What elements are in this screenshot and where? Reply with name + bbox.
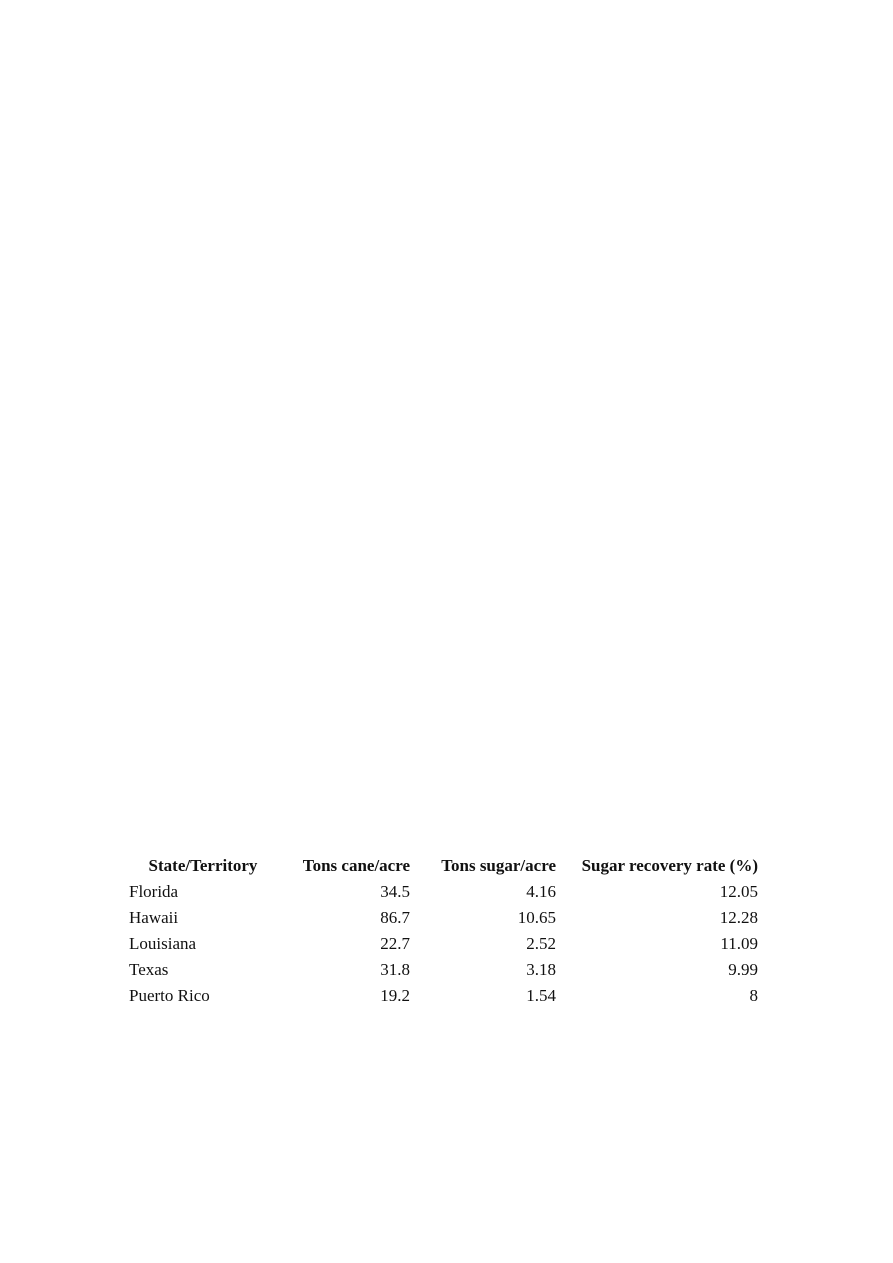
cell-state: Louisiana <box>129 934 197 953</box>
cell-tons-sugar: 3.18 <box>526 960 556 979</box>
cell-tons-sugar: 1.54 <box>526 986 556 1005</box>
header-tons-cane-per-acre: Tons cane/acre <box>302 856 410 875</box>
header-sugar-recovery-rate: Sugar recovery rate (%) <box>581 856 758 875</box>
header-row <box>126 853 758 879</box>
table-body <box>126 879 758 1009</box>
cell-recovery-rate: 12.05 <box>719 882 758 901</box>
table-row <box>126 957 758 983</box>
cell-recovery-rate: 9.99 <box>728 960 758 979</box>
header-tons-sugar-per-acre: Tons sugar/acre <box>441 856 556 875</box>
cell-recovery-rate: 11.09 <box>720 934 758 953</box>
cell-state: Hawaii <box>129 908 179 927</box>
cell-tons-sugar: 4.16 <box>526 882 556 901</box>
cell-state: Texas <box>129 960 169 979</box>
cell-tons-cane: 22.7 <box>380 934 410 953</box>
table-row <box>126 931 758 957</box>
table-row <box>126 879 758 905</box>
table-header <box>126 853 758 879</box>
sugar-yield-table <box>126 853 758 1009</box>
cell-recovery-rate: 8 <box>749 986 758 1005</box>
header-state-territory: State/Territory <box>148 856 258 875</box>
table-row <box>126 983 758 1009</box>
cell-state: Puerto Rico <box>129 986 210 1005</box>
cell-tons-cane: 19.2 <box>380 986 410 1005</box>
cell-tons-sugar: 2.52 <box>526 934 556 953</box>
cell-tons-cane: 31.8 <box>380 960 410 979</box>
table-row <box>126 905 758 931</box>
cell-tons-sugar: 10.65 <box>517 908 556 927</box>
cell-recovery-rate: 12.28 <box>719 908 758 927</box>
cell-tons-cane: 34.5 <box>380 882 410 901</box>
cell-tons-cane: 86.7 <box>380 908 410 927</box>
cell-state: Florida <box>129 882 179 901</box>
